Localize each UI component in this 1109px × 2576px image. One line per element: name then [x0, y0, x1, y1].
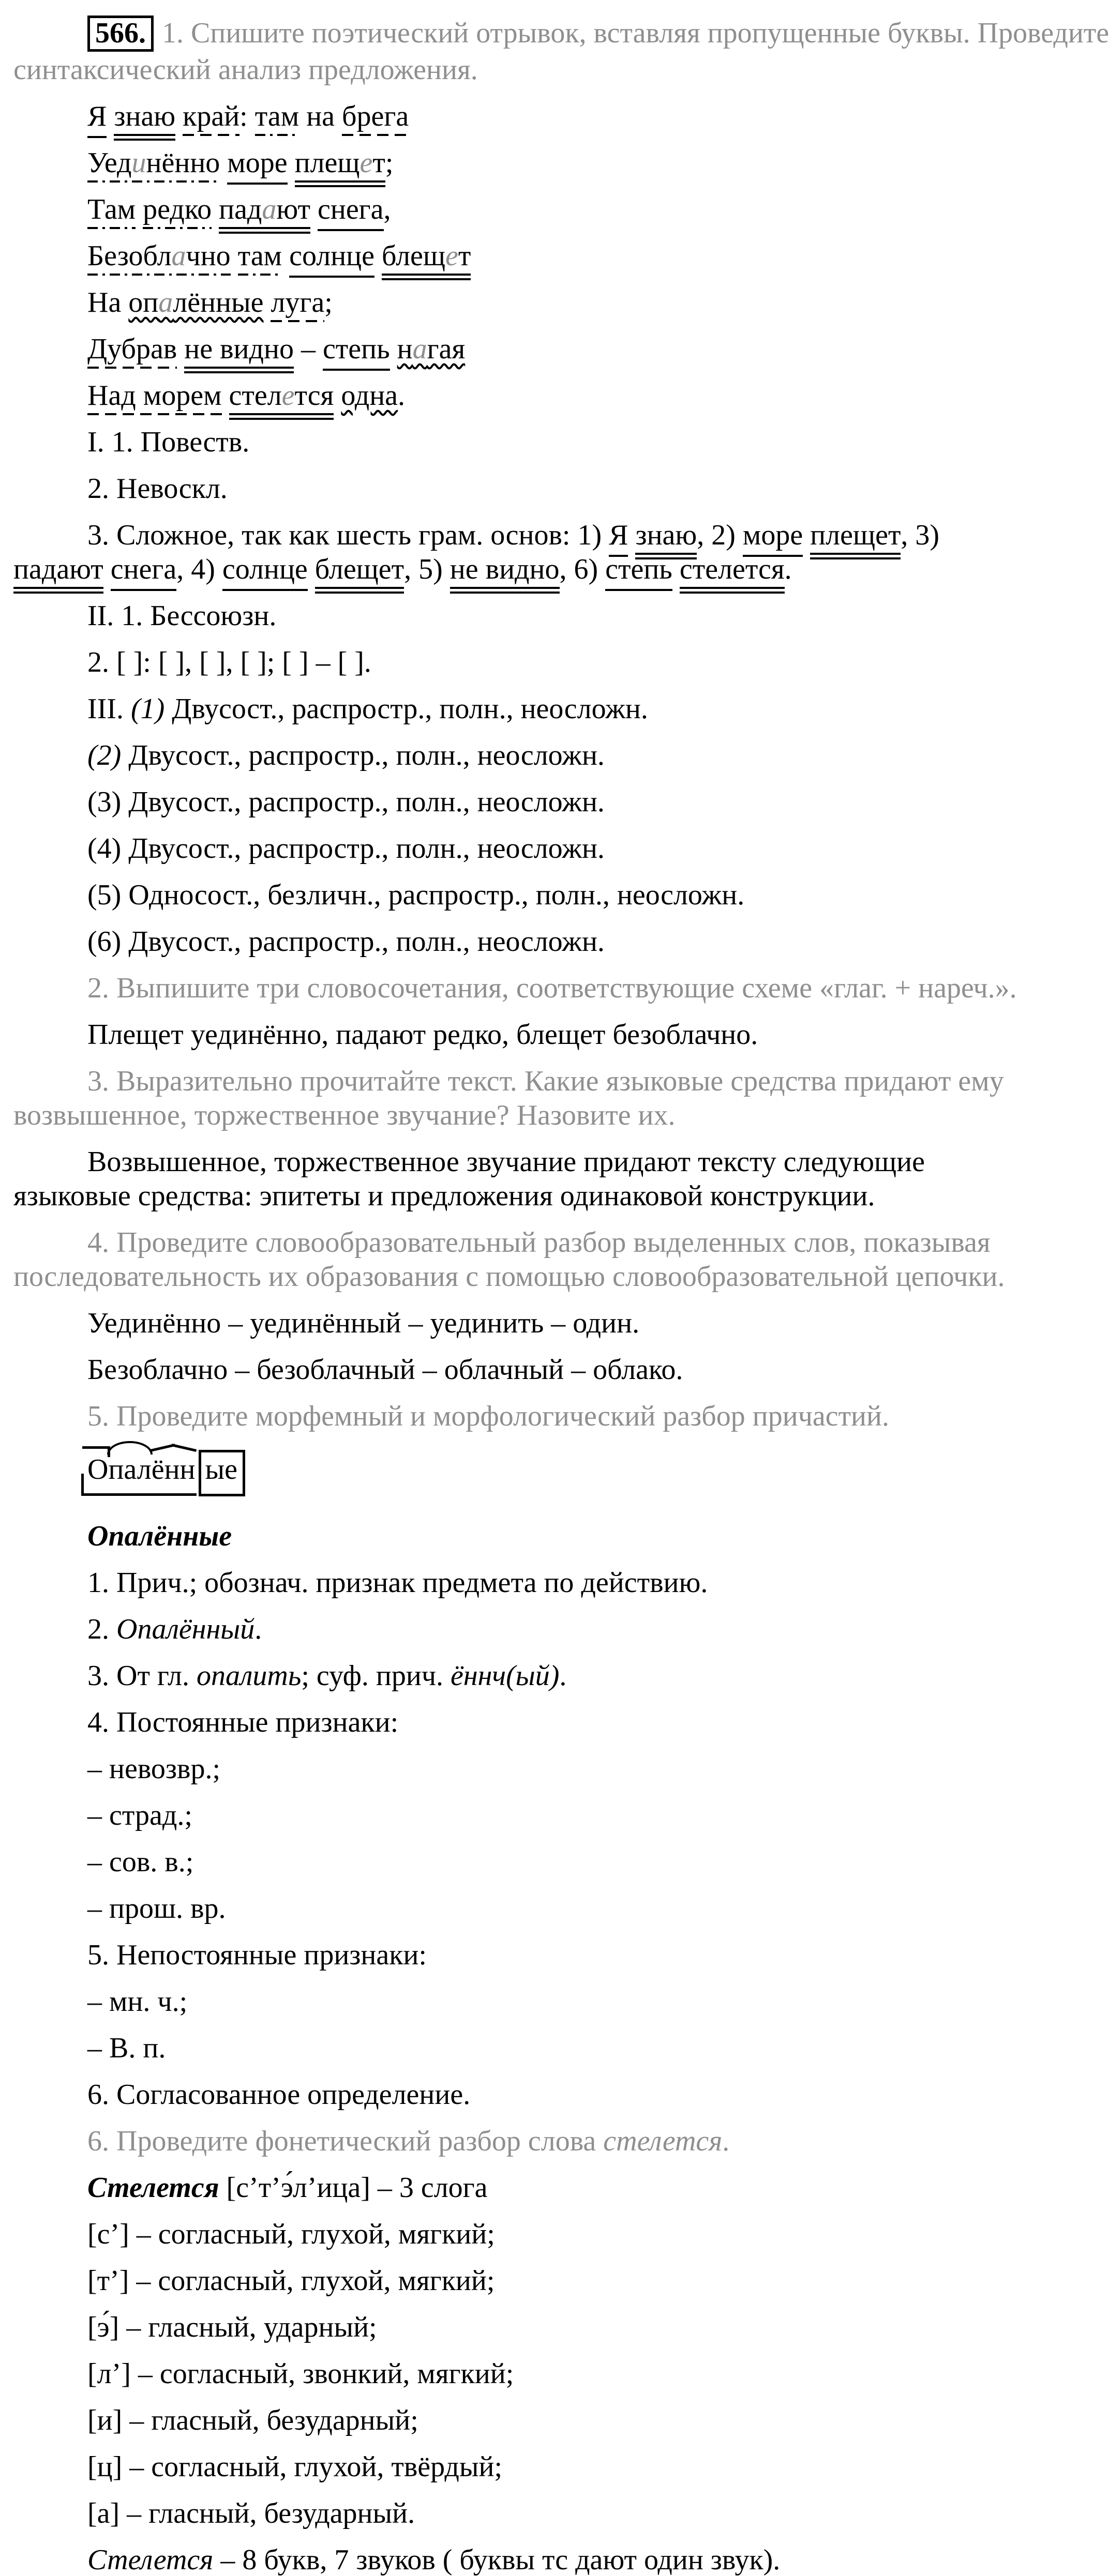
- task5-instruction: 5. Проведите морфемный и морфологический разбор причастий.: [87, 1400, 889, 1432]
- exercise-body: [13, 100, 1044, 2576]
- task1-instruction-cont: синтаксический анализ предложения.: [13, 54, 478, 86]
- participle-item: – сов. в.;: [87, 1846, 194, 1878]
- phonetic-line: [а] – гласный, безударный.: [87, 2497, 415, 2529]
- phonetic-line: [т’] – согласный, глухой, мягкий;: [87, 2265, 495, 2297]
- analysis-line: (2) Двусост., распростр., полн., неосложн.: [87, 739, 605, 771]
- participle-item: – прош. вр.: [87, 1892, 226, 1925]
- morpheme-prefix: О: [87, 1453, 109, 1486]
- task3-instruction-cont: возвышенное, торжественное звучание? Назовите их.: [13, 1099, 676, 1131]
- task3-instruction: 3. Выразительно прочитайте текст. Какие языковые средства придают ему: [87, 1065, 1004, 1097]
- poem-line: Я знаю край: там на брега: [13, 100, 1044, 132]
- adv-underlined-word: там: [255, 100, 299, 136]
- inserted-letter: е: [445, 240, 458, 272]
- pred-underlined-word: блещет: [315, 553, 404, 594]
- morpheme-suffix: ённ: [151, 1453, 196, 1486]
- exercise-header-line: [13, 16, 1109, 52]
- analysis-line: III. (1) Двусост., распростр., полн., неосложн.: [87, 693, 648, 725]
- phonetic-line: [э́] – гласный, ударный;: [87, 2311, 377, 2343]
- task1-instruction: 1. Спишите поэтический отрывок, вставляя пропущенные буквы. Проведите: [162, 17, 1109, 49]
- obj-underlined-word: Дубрав: [87, 333, 177, 369]
- analysis-line: (6) Двусост., распростр., полн., неосложн.: [87, 926, 605, 958]
- subj-underlined-word: снега: [111, 553, 177, 591]
- attr-underlined-word: опалённые: [128, 286, 264, 319]
- adv-underlined-word: Безоблачно: [87, 240, 231, 276]
- morpheme-analyzed-word: [13, 1450, 1044, 1496]
- analysis-line-cont: падают снега, 4) солнце блещет, 5) не видно, 6) степь стелется.: [13, 553, 1044, 585]
- participle-item: – В. п.: [87, 2032, 166, 2064]
- poem-line: На опалённые луга;: [13, 286, 1044, 319]
- subj-underlined-word: Я: [87, 100, 107, 138]
- exercise-number-box: [87, 16, 154, 52]
- participle-item: 6. Согласованное определение.: [87, 2079, 471, 2111]
- phonetic-line: [ц] – согласный, глухой, твёрдый;: [87, 2451, 503, 2483]
- subj-underlined-word: море: [227, 147, 287, 185]
- phonetic-line: [и] – гласный, безударный;: [87, 2404, 418, 2436]
- pred-underlined-word: знаю: [114, 100, 175, 141]
- subj-underlined-word: степь: [605, 553, 672, 591]
- participle-item: 2. Опалённый.: [87, 1613, 262, 1645]
- subj-underlined-word: солнце: [289, 240, 374, 278]
- word-stem: [87, 1453, 196, 1486]
- participle-item: 5. Непостоянные признаки:: [87, 1939, 427, 1971]
- morpheme-root: пал: [108, 1453, 152, 1486]
- exercise-number: 566.: [95, 17, 146, 49]
- task2-instruction: 2. Выпишите три словосочетания, соответствующие схеме «глаг. + нареч.».: [87, 972, 1017, 1004]
- inserted-letter: е: [281, 380, 295, 412]
- poem-line: Уединённо море плещет;: [13, 147, 1044, 179]
- task3-answer-cont: языковые средства: эпитеты и предложения одинаковой конструкции.: [13, 1180, 875, 1212]
- morpheme-word: [87, 1450, 245, 1496]
- phonetic-line: [с’] – согласный, глухой, мягкий;: [87, 2218, 495, 2250]
- morpheme-ending: ые: [199, 1450, 245, 1496]
- poem-line: [13, 240, 1044, 272]
- poem-line: Над морем стелется одна.: [13, 380, 1044, 412]
- task3-answer: Возвышенное, торжественное звучание придают тексту следующие: [87, 1146, 925, 1178]
- task4-instruction-cont: последовательность их образования с помощью словообразовательной цепочки.: [13, 1261, 1005, 1293]
- pred-underlined-word: падают: [13, 553, 103, 594]
- task6-instruction: 6. Проведите фонетический разбор слова стелется.: [87, 2125, 730, 2157]
- obj-underlined-word: Над морем: [87, 380, 222, 415]
- pred-underlined-word: падают: [219, 193, 310, 234]
- obj-underlined-word: луга: [271, 286, 324, 322]
- analysis-line: 2. [ ]: [ ], [ ], [ ]; [ ] – [ ].: [87, 646, 371, 678]
- participle-item: – страд.;: [87, 1799, 192, 1831]
- pred-underlined-word: не видно: [450, 553, 560, 594]
- phonetics-header: Стелется [с’т’э́л’ица] – 3 слога: [87, 2172, 488, 2204]
- subj-underlined-word: снега: [318, 193, 384, 231]
- analysis-line: (4) Двусост., распростр., полн., неосложн.: [87, 832, 605, 865]
- task4-answer: Уединённо – уединённый – уединить – один.: [87, 1307, 640, 1339]
- pred-underlined-word: блещет: [382, 240, 471, 280]
- analysis-line: (3) Двусост., распростр., полн., неосложн.: [87, 786, 605, 818]
- subj-underlined-word: Я: [609, 519, 628, 557]
- analysis-line: II. 1. Бессоюзн.: [87, 600, 277, 632]
- task4-instruction: 4. Проведите словообразовательный разбор выделенных слов, показывая: [87, 1226, 991, 1259]
- inserted-letter: а: [171, 240, 186, 272]
- task2-answer: Плещет уединённо, падают редко, блещет безоблачно.: [87, 1019, 758, 1051]
- analysis-line: 2. Невоскл.: [87, 473, 228, 505]
- inserted-letter: а: [158, 286, 173, 319]
- pred-underlined-word: стелется: [680, 553, 785, 594]
- analysis-line: (5) Односост., безличн., распростр., полн., неосложн.: [87, 879, 745, 911]
- pred-underlined-word: не видно: [184, 333, 294, 373]
- analysis-line: 3. Сложное, так как шесть грам. основ: 1) Я знаю, 2) море плещет, 3): [13, 519, 1044, 551]
- participle-title: Опалённые: [87, 1520, 232, 1552]
- adv-underlined-word: Там: [87, 193, 136, 229]
- subj-underlined-word: солнце: [222, 553, 308, 591]
- task4-answer: Безоблачно – безоблачный – облачный – облако.: [87, 1354, 683, 1386]
- attr-underlined-word: нагая: [397, 333, 466, 365]
- inserted-letter: е: [359, 147, 373, 179]
- inserted-letter: а: [412, 333, 427, 365]
- analysis-line: I. 1. Повеств.: [87, 426, 250, 458]
- adv-underlined-word: Уединённо: [87, 147, 220, 183]
- poem-line: Дубрав не видно – степь нагая: [13, 333, 1044, 365]
- pred-underlined-word: знаю: [635, 519, 697, 559]
- attr-underlined-word: одна: [341, 380, 398, 412]
- adv-underlined-word: редко: [143, 193, 212, 229]
- inserted-letter: а: [262, 193, 277, 225]
- pred-underlined-word: плещет: [810, 519, 901, 559]
- obj-underlined-word: край: [183, 100, 239, 136]
- participle-item: – невозвр.;: [87, 1753, 221, 1785]
- subj-underlined-word: степь: [323, 333, 390, 371]
- phonetics-summary: Стелется – 8 букв, 7 звуков ( буквы тс дают один звук).: [87, 2544, 781, 2576]
- participle-item: 1. Прич.; обознач. признак предмета по действию.: [87, 1567, 708, 1599]
- phonetic-line: [л’] – согласный, звонкий, мягкий;: [87, 2358, 514, 2390]
- poem-line: Там редко падают снега,: [13, 193, 1044, 225]
- pred-underlined-word: плещет: [295, 147, 385, 187]
- participle-item: 4. Постоянные признаки:: [87, 1706, 399, 1738]
- participle-item: – мн. ч.;: [87, 1986, 188, 2018]
- adv-underlined-word: там: [238, 240, 282, 276]
- pred-underlined-word: стелется: [229, 380, 334, 420]
- participle-item: 3. От гл. опалить; суф. прич. ённч(ый).: [87, 1660, 567, 1692]
- inserted-letter: и: [131, 147, 146, 179]
- obj-underlined-word: брега: [342, 100, 409, 136]
- subj-underlined-word: море: [743, 519, 803, 557]
